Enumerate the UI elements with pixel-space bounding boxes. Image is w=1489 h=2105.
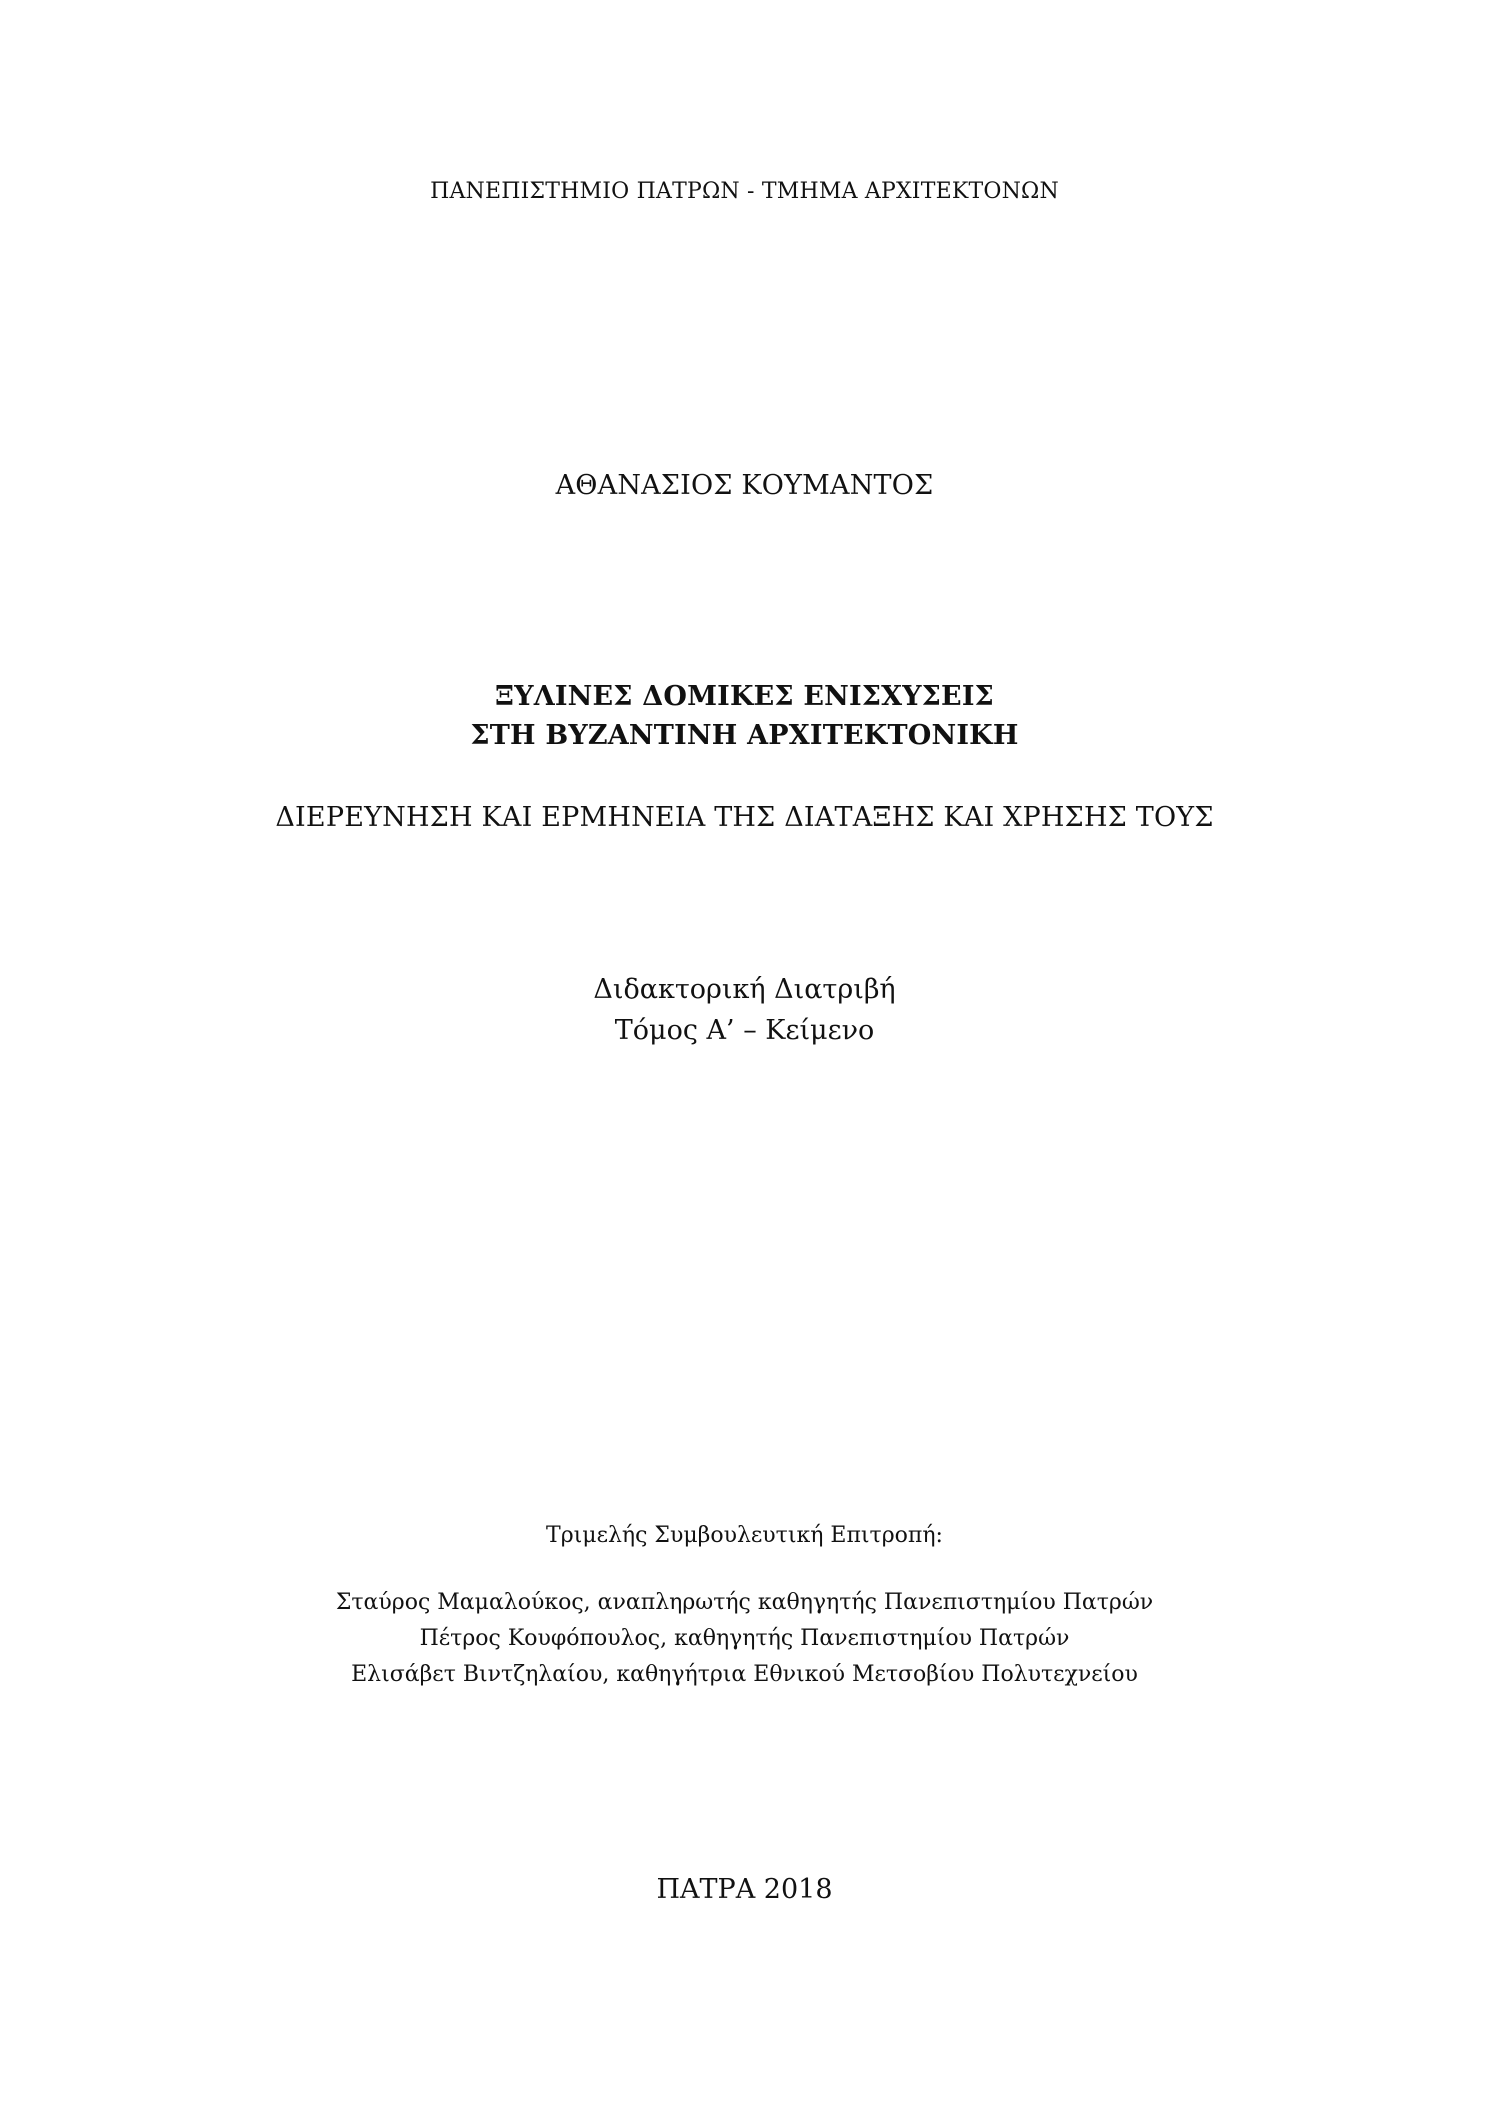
title-line-1: ΞΥΛΙΝΕΣ ΔΟΜΙΚΕΣ ΕΝΙΣΧΥΣΕΙΣ [495,681,994,712]
committee-heading: Τριμελής Συμβουλευτική Επιτροπή: [546,1523,943,1548]
university-department: ΠΑΝΕΠΙΣΤΗΜΙΟ ΠΑΤΡΩΝ - ΤΜΗΜΑ ΑΡΧΙΤΕΚΤΟΝΩΝ [430,179,1059,204]
subtitle: ΔΙΕΡΕΥΝΗΣΗ ΚΑΙ ΕΡΜΗΝΕΙΑ ΤΗΣ ΔΙΑΤΑΞΗΣ ΚΑΙ ΧΡΗΣΗΣ ΤΟΥΣ [275,802,1214,833]
committee-member: Σταύρος Μαμαλούκος, αναπληρωτής καθηγητής Πανεπιστημίου Πατρών [335,1590,1154,1615]
place-and-year: ΠΑΤΡΑ 2018 [656,1874,833,1905]
volume-label: Τόμος Α’ – Κείμενο [614,1015,875,1046]
committee-member: Πέτρος Κουφόπουλος, καθηγητής Πανεπιστημίου Πατρών [419,1626,1070,1651]
title-line-2: ΣΤΗ ΒΥΖΑΝΤΙΝΗ ΑΡΧΙΤΕΚΤΟΝΙΚΗ [470,720,1019,751]
committee-member: Ελισάβετ Βιντζηλαίου, καθηγήτρια Εθνικού Μετσοβίου Πολυτεχνείου [351,1662,1138,1687]
author-name: ΑΘΑΝΑΣΙΟΣ ΚΟΥΜΑΝΤΟΣ [555,470,934,501]
thesis-type: Διδακτορική Διατριβή [593,974,896,1005]
